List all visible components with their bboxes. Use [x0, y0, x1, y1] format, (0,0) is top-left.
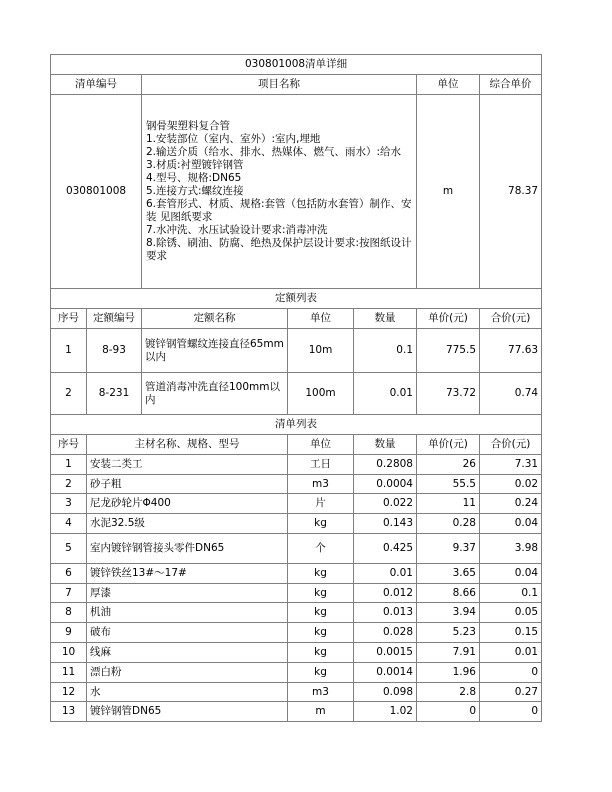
- material-qty: 0.2808: [354, 455, 417, 475]
- desc-line: 钢骨架塑料复合管: [146, 120, 230, 132]
- materials-col-unit: 单位: [288, 435, 354, 455]
- material-no: 2: [51, 475, 87, 494]
- material-total: 0.1: [480, 584, 542, 603]
- materials-section-title: 清单列表: [51, 415, 542, 435]
- material-row: [51, 475, 542, 494]
- material-row: [51, 455, 542, 475]
- material-unit: m3: [288, 475, 354, 494]
- quota-qty: 0.1: [354, 329, 417, 373]
- material-unit: kg: [288, 623, 354, 643]
- material-unit: kg: [288, 514, 354, 534]
- item-name-header: 项目名称: [142, 75, 417, 95]
- quota-code: 8-231: [87, 373, 142, 415]
- quota-name: 镀锌钢管螺纹连接直径65mm以内: [142, 329, 288, 373]
- material-unit: kg: [288, 603, 354, 623]
- materials-section-row: [51, 415, 542, 435]
- desc-line: 6.套管形式、材质、规格:套管（包括防水套管）制作、安装 见图纸要求: [146, 198, 412, 223]
- material-total: 0.24: [480, 494, 542, 514]
- material-qty: 0.012: [354, 584, 417, 603]
- material-price: 0.28: [417, 514, 480, 534]
- materials-col-total: 合价(元): [480, 435, 542, 455]
- material-price: 2.8: [417, 683, 480, 702]
- material-no: 12: [51, 683, 87, 702]
- material-row: [51, 514, 542, 534]
- title-row: [51, 55, 542, 75]
- material-name: 漂白粉: [87, 663, 288, 683]
- material-unit: kg: [288, 564, 354, 584]
- material-row: [51, 683, 542, 702]
- material-unit: kg: [288, 643, 354, 663]
- material-name: 室内镀锌钢管接头零件DN65: [87, 534, 288, 564]
- material-price: 7.91: [417, 643, 480, 663]
- quota-row: [51, 373, 542, 415]
- quota-price: 775.5: [417, 329, 480, 373]
- materials-header-row: [51, 435, 542, 455]
- material-row: [51, 702, 542, 722]
- material-row: [51, 534, 542, 564]
- material-price: 0: [417, 702, 480, 722]
- material-name: 镀锌钢管DN65: [87, 702, 288, 722]
- material-name: 厚漆: [87, 584, 288, 603]
- item-description: [142, 95, 417, 289]
- material-total: 0: [480, 702, 542, 722]
- material-price: 8.66: [417, 584, 480, 603]
- bill-code: 030801008: [51, 95, 142, 289]
- quota-name: 管道消毒冲洗直径100mm以内: [142, 373, 288, 415]
- material-total: 0.04: [480, 514, 542, 534]
- material-price: 9.37: [417, 534, 480, 564]
- quota-section-title: 定额列表: [51, 289, 542, 309]
- quota-code: 8-93: [87, 329, 142, 373]
- material-qty: 0.022: [354, 494, 417, 514]
- bill-price: 78.37: [480, 95, 542, 289]
- desc-line: 8.除锈、刷油、防腐、绝热及保护层设计要求:按图纸设计要求: [146, 237, 412, 262]
- quota-col-qty: 数量: [354, 309, 417, 329]
- material-total: 7.31: [480, 455, 542, 475]
- material-name: 砂子粗: [87, 475, 288, 494]
- material-qty: 1.02: [354, 702, 417, 722]
- material-name: 水: [87, 683, 288, 702]
- material-unit: 工日: [288, 455, 354, 475]
- material-price: 1.96: [417, 663, 480, 683]
- desc-line: 4.型号、规格:DN65: [146, 172, 242, 184]
- material-price: 3.65: [417, 564, 480, 584]
- material-qty: 0.028: [354, 623, 417, 643]
- quota-col-code: 定额编号: [87, 309, 142, 329]
- price-header: 综合单价: [480, 75, 542, 95]
- material-total: 0.15: [480, 623, 542, 643]
- materials-col-price: 单价(元): [417, 435, 480, 455]
- material-qty: 0.0004: [354, 475, 417, 494]
- quota-no: 2: [51, 373, 87, 415]
- material-no: 8: [51, 603, 87, 623]
- quota-col-unit: 单位: [288, 309, 354, 329]
- unit-header: 单位: [417, 75, 480, 95]
- quota-section-row: [51, 289, 542, 309]
- material-total: 0.02: [480, 475, 542, 494]
- desc-line: 3.材质:衬塑镀锌钢管: [146, 159, 244, 171]
- material-no: 11: [51, 663, 87, 683]
- material-row: [51, 584, 542, 603]
- material-unit: kg: [288, 584, 354, 603]
- material-row: [51, 663, 542, 683]
- material-unit: m3: [288, 683, 354, 702]
- material-row: [51, 643, 542, 663]
- material-price: 11: [417, 494, 480, 514]
- material-unit: m: [288, 702, 354, 722]
- material-price: 5.23: [417, 623, 480, 643]
- material-total: 0.05: [480, 603, 542, 623]
- material-row: [51, 564, 542, 584]
- material-no: 4: [51, 514, 87, 534]
- bill-code-header: 清单编号: [51, 75, 142, 95]
- material-price: 3.94: [417, 603, 480, 623]
- material-total: 0: [480, 663, 542, 683]
- material-total: 0.01: [480, 643, 542, 663]
- material-row: [51, 603, 542, 623]
- material-no: 6: [51, 564, 87, 584]
- material-no: 10: [51, 643, 87, 663]
- material-name: 镀锌铁丝13#～17#: [87, 564, 288, 584]
- material-unit: 个: [288, 534, 354, 564]
- material-name: 线麻: [87, 643, 288, 663]
- material-qty: 0.143: [354, 514, 417, 534]
- quota-row: [51, 329, 542, 373]
- materials-col-qty: 数量: [354, 435, 417, 455]
- desc-line: 7.水冲洗、水压试验设计要求:消毒冲洗: [146, 224, 328, 236]
- material-name: 破布: [87, 623, 288, 643]
- quota-col-no: 序号: [51, 309, 87, 329]
- quota-no: 1: [51, 329, 87, 373]
- material-no: 7: [51, 584, 87, 603]
- desc-line: 2.输送介质（给水、排水、热媒体、燃气、雨水）:给水: [146, 146, 402, 158]
- materials-col-no: 序号: [51, 435, 87, 455]
- material-no: 1: [51, 455, 87, 475]
- material-total: 0.04: [480, 564, 542, 584]
- bill-detail-table: [50, 54, 542, 722]
- material-unit: kg: [288, 663, 354, 683]
- quota-total: 77.63: [480, 329, 542, 373]
- desc-line: 5.连接方式:螺纹连接: [146, 185, 244, 197]
- quota-col-total: 合价(元): [480, 309, 542, 329]
- desc-line: 1.安装部位（室内、室外）:室内,埋地: [146, 133, 321, 145]
- material-qty: 0.098: [354, 683, 417, 702]
- table-title: 030801008清单详细: [51, 55, 542, 75]
- bill-unit: m: [417, 95, 480, 289]
- material-name: 水泥32.5级: [87, 514, 288, 534]
- quota-col-price: 单价(元): [417, 309, 480, 329]
- material-total: 0.27: [480, 683, 542, 702]
- materials-col-name: 主材名称、规格、型号: [87, 435, 288, 455]
- quota-total: 0.74: [480, 373, 542, 415]
- material-name: 安装二类工: [87, 455, 288, 475]
- material-qty: 0.013: [354, 603, 417, 623]
- material-qty: 0.0014: [354, 663, 417, 683]
- quota-unit: 100m: [288, 373, 354, 415]
- material-no: 5: [51, 534, 87, 564]
- material-name: 机油: [87, 603, 288, 623]
- material-row: [51, 494, 542, 514]
- bill-header-row: [51, 75, 542, 95]
- material-price: 55.5: [417, 475, 480, 494]
- quota-unit: 10m: [288, 329, 354, 373]
- material-unit: 片: [288, 494, 354, 514]
- material-qty: 0.0015: [354, 643, 417, 663]
- material-price: 26: [417, 455, 480, 475]
- material-name: 尼龙砂轮片Φ400: [87, 494, 288, 514]
- material-qty: 0.425: [354, 534, 417, 564]
- quota-qty: 0.01: [354, 373, 417, 415]
- material-no: 3: [51, 494, 87, 514]
- material-total: 3.98: [480, 534, 542, 564]
- quota-header-row: [51, 309, 542, 329]
- material-no: 9: [51, 623, 87, 643]
- material-row: [51, 623, 542, 643]
- material-qty: 0.01: [354, 564, 417, 584]
- material-no: 13: [51, 702, 87, 722]
- bill-item-row: [51, 95, 542, 289]
- quota-col-name: 定额名称: [142, 309, 288, 329]
- quota-price: 73.72: [417, 373, 480, 415]
